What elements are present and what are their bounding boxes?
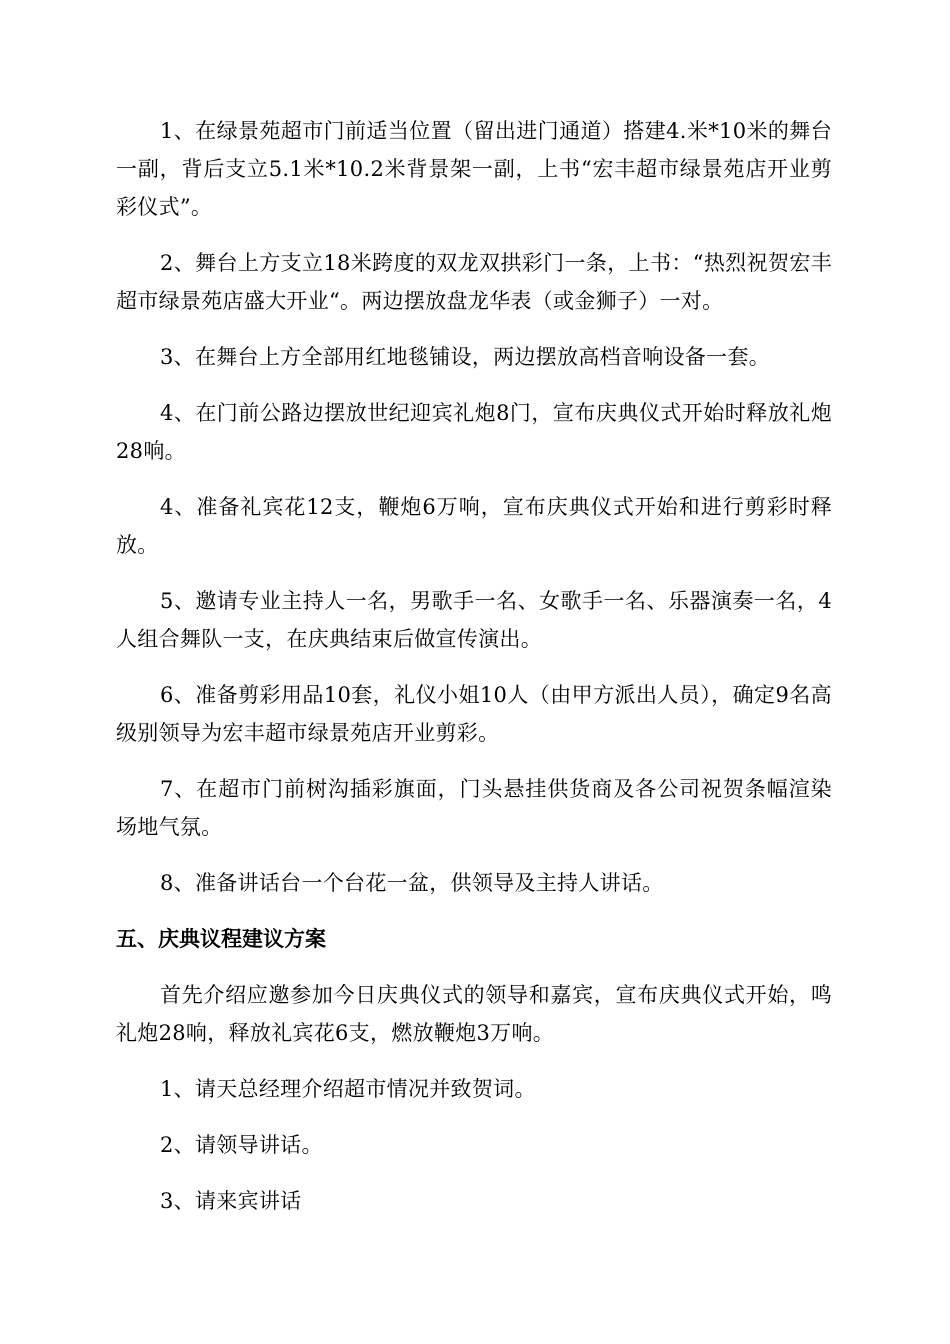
paragraph-podium: 8、准备讲话台一个台花一盆，供领导及主持人讲话。	[160, 871, 664, 895]
paragraph-red-carpet: 3、在舞台上方全部用红地毯铺设，两边摆放高档音响设备一套。	[160, 345, 771, 369]
paragraph-agenda-item-3: 3、请来宾讲话	[160, 1189, 302, 1213]
paragraph-flags-banners: 7、在超市门前树沟插彩旗面，门头悬挂供货商及各公司祝贺条幅渲染场地气氛。	[116, 777, 832, 839]
section-heading: 五、庆典议程建议方案	[116, 927, 326, 951]
paragraph-agenda-item-2: 2、请领导讲话。	[160, 1133, 323, 1157]
paragraph-ribbon-cutting: 6、准备剪彩用品10套，礼仪小姐10人（由甲方派出人员），确定9名高级别领导为宏丰超市绿景苑店开业剪彩。	[116, 683, 832, 745]
paragraph-performers: 5、邀请专业主持人一名，男歌手一名、女歌手一名、乐器演奏一名，4人组合舞队一支，在庆典结束后做宣传演出。	[116, 589, 832, 651]
paragraph-arch-gate: 2、舞台上方支立18米跨度的双龙双拱彩门一条，上书：“热烈祝贺宏丰超市绿景苑店盛大开业“。两边摆放盘龙华表（或金狮子）一对。	[116, 251, 832, 313]
paragraph-firecrackers: 4、准备礼宾花12支，鞭炮6万响，宣布庆典仪式开始和进行剪彩时释放。	[116, 495, 832, 557]
document-page	[116, 112, 832, 1238]
paragraph-agenda-intro: 首先介绍应邀参加今日庆典仪式的领导和嘉宾，宣布庆典仪式开始，鸣礼炮28响，释放礼宾花6支，燃放鞭炮3万响。	[116, 983, 832, 1045]
paragraph-stage-setup: 1、在绿景苑超市门前适当位置（留出进门通道）搭建4.米*10米的舞台一副，背后支立5.1米*10.2米背景架一副，上书“宏丰超市绿景苑店开业剪彩仪式”。	[116, 119, 832, 219]
paragraph-salute-cannons: 4、在门前公路边摆放世纪迎宾礼炮8门，宣布庆典仪式开始时释放礼炮28响。	[116, 401, 832, 463]
paragraph-agenda-item-1: 1、请天总经理介绍超市情况并致贺词。	[160, 1077, 536, 1101]
